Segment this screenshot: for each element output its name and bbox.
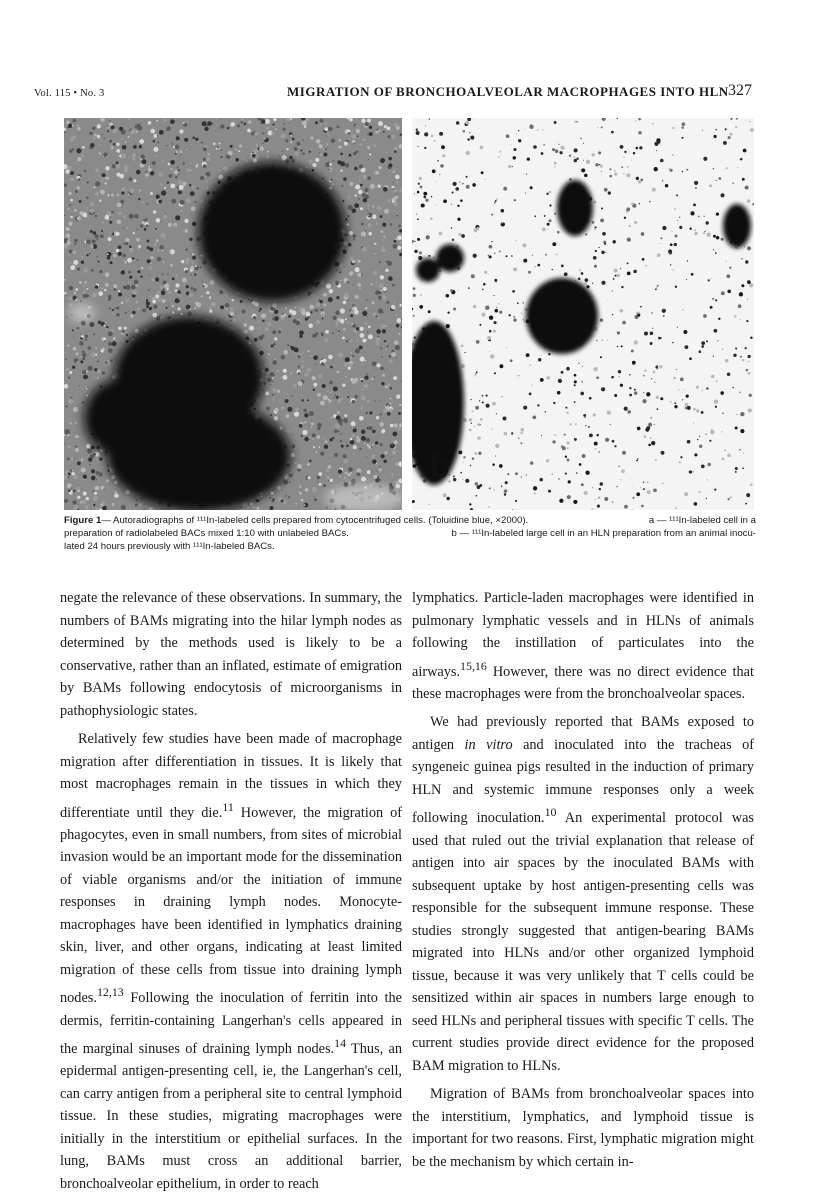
paragraph-text: lymphatics. Particle-laden macrophages were identified in pulmonary lymphatic vessels and in HLNs of animals following the instillation of particulates into the airways. xyxy=(412,590,754,680)
caption-label: Figure 1 xyxy=(64,515,102,526)
page-header xyxy=(34,84,752,106)
caption-line3: lated 24 hours previously with ¹¹¹In-labeled BACs. xyxy=(64,541,275,552)
running-title: MIGRATION OF BRONCHOALVEOLAR MACROPHAGES INTO HLN xyxy=(287,84,729,99)
paragraph-text: Thus, an epidermal antigen-presenting cell, ie, the Langerhan's cell, can carry antigen from a peripheral site to central lymphoid tissue. In these studies, migrating macrophages were initially in the interstitium or epithelial surfaces. In the lung, BAMs must cross an additional barrier, bronchoalveolar epithelium, in order to reach xyxy=(60,1040,403,1192)
paragraph-text: Relatively few studies have been made of macrophage migration after differentiation in tissues. It is likely that most macrophages remain in the tissues in which they differentiate until they die. xyxy=(60,731,402,821)
reference-superscript: 10 xyxy=(544,805,557,820)
caption-line2: preparation of radiolabeled BACs mixed 1:10 with unlabeled BACs. xyxy=(64,528,349,539)
figure-caption xyxy=(64,514,756,553)
micrograph-a-image xyxy=(64,118,402,510)
paragraph-text: However, there was no direct evidence that these macrophages were from the bronchoalveolar spaces. xyxy=(412,663,754,702)
reference-superscript: 15,16 xyxy=(460,658,487,673)
micrograph-panel-a xyxy=(64,118,402,510)
reference-superscript: 11 xyxy=(222,799,234,814)
figure-1 xyxy=(64,118,754,510)
paragraph-text: We had previously reported that BAMs exposed to antigen xyxy=(412,714,754,753)
paragraph-text: negate the relevance of these observations. In summary, the numbers of BAMs migrating into the hilar lymph nodes as determined by the methods used is likely to be a conservative, rather than an inflated, estimate of emigration by BAMs following endocytosis of microorganisms in pathophysiologic states. xyxy=(60,590,402,719)
paragraph-text: Migration of BAMs from bronchoalveolar spaces into the interstitium, lymphatics, and lymphoid tissue is important for two reasons. First, lymphatic migration might be the mechanism by which certain in- xyxy=(412,1086,754,1170)
paragraph-text: Following the inoculation of ferritin into the dermis, ferritin-containing Langerhan's cells appeared in the marginal sinuses of draining lymph nodes. xyxy=(60,990,402,1057)
paragraph xyxy=(60,587,402,722)
micrograph-b-image xyxy=(412,118,754,510)
volume-issue: Vol. 115 • No. 3 xyxy=(34,88,105,99)
paragraph xyxy=(412,1083,754,1173)
paragraph-text: and inoculated into the tracheas of syngeneic guinea pigs resulted in the induction of primary HLN and systemic immune responses only a week following inoculation. xyxy=(412,736,754,827)
page-number: 327 xyxy=(728,82,752,99)
paragraph xyxy=(412,711,754,1077)
paragraph-text: However, the migration of phagocytes, even in small numbers, from sites of microbial invasion would be an important mode for the dissemination of viable organisms and/or the initiation of immune responses in draining lymph nodes. Monocyte-macrophages have been identified in lymphatics draining skin, liver, and other organs, indicating at least limited migration of these cells from tissue into draining lymph nodes. xyxy=(60,804,403,1007)
reference-superscript: 14 xyxy=(334,1036,347,1051)
left-column xyxy=(60,587,402,1195)
panel-b-label: b xyxy=(430,448,450,484)
paragraph xyxy=(412,587,754,705)
caption-line2-right: b — ¹¹¹In-labeled large cell in an HLN preparation from an animal inocu- xyxy=(451,528,756,539)
reference-superscript: 12,13 xyxy=(96,985,124,1000)
italic-text: in vitro xyxy=(464,736,513,753)
caption-line1: — Autoradiographs of ¹¹¹In-labeled cells prepared from cytocentrifuged cells. (Toluidine blue, ×2000). xyxy=(101,515,529,526)
micrograph-panel-b xyxy=(412,118,754,510)
paragraph xyxy=(60,728,402,1195)
paragraph-text: An experimental protocol was used that ruled out the trivial explanation that release of antigen into air spaces by the inoculated BAMs with subsequent uptake by host antigen-presenting cells was responsible for the subsequent immune response. These studies strongly suggested that antigen-bearing BAMs migrated into HLNs and/or other organized lymphoid tissue, because it was very unlikely that T cells could be sensitized within air spaces in numbers large enough to seed HLNs and peripheral tissues with specific T cells. The current studies provide direct evidence for the proposed BAM migration to HLNs. xyxy=(412,810,754,1074)
caption-line1-right: a — ¹¹¹In-labeled cell in a xyxy=(648,515,756,526)
right-column xyxy=(412,587,754,1173)
